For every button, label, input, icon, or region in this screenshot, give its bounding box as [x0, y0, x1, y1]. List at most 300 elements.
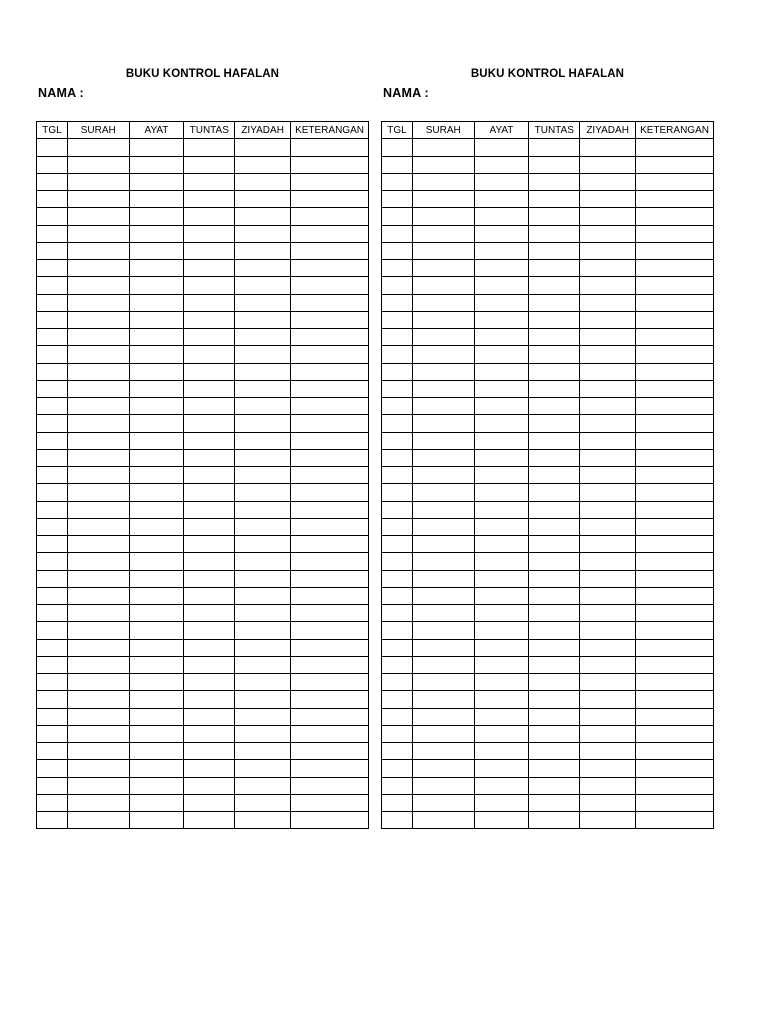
- cell-tgl: [382, 363, 413, 380]
- cell-surah: [412, 139, 474, 156]
- cell-surah: [67, 311, 129, 328]
- cell-surah: [67, 656, 129, 673]
- cell-surah: [67, 346, 129, 363]
- table-row: [382, 622, 714, 639]
- cell-ayat: [129, 553, 184, 570]
- cell-tuntas: [529, 415, 580, 432]
- table-row: [37, 812, 369, 829]
- cell-tgl: [382, 570, 413, 587]
- cell-keterangan: [636, 794, 714, 811]
- table-row: [37, 449, 369, 466]
- cell-keterangan: [291, 432, 369, 449]
- cell-ziyadah: [580, 380, 636, 397]
- cell-ziyadah: [580, 277, 636, 294]
- cell-surah: [412, 346, 474, 363]
- column-header-surah: SURAH: [67, 122, 129, 139]
- cell-ziyadah: [580, 812, 636, 829]
- cell-keterangan: [291, 449, 369, 466]
- cell-tuntas: [184, 398, 235, 415]
- cell-tuntas: [529, 760, 580, 777]
- cell-tgl: [37, 225, 68, 242]
- cell-keterangan: [636, 329, 714, 346]
- cell-tgl: [37, 260, 68, 277]
- cell-ayat: [474, 432, 529, 449]
- cell-tuntas: [529, 139, 580, 156]
- cell-tuntas: [184, 329, 235, 346]
- cell-tuntas: [529, 191, 580, 208]
- cell-tgl: [37, 622, 68, 639]
- cell-surah: [412, 570, 474, 587]
- cell-tgl: [37, 587, 68, 604]
- cell-keterangan: [291, 639, 369, 656]
- cell-surah: [412, 484, 474, 501]
- cell-tgl: [382, 346, 413, 363]
- cell-tuntas: [184, 760, 235, 777]
- cell-keterangan: [636, 277, 714, 294]
- cell-tgl: [37, 329, 68, 346]
- table-row: [382, 467, 714, 484]
- cell-tgl: [37, 484, 68, 501]
- cell-tgl: [37, 794, 68, 811]
- cell-tgl: [37, 812, 68, 829]
- cell-ayat: [129, 208, 184, 225]
- cell-surah: [67, 743, 129, 760]
- table-row: [382, 398, 714, 415]
- cell-surah: [412, 432, 474, 449]
- cell-ziyadah: [580, 743, 636, 760]
- cell-keterangan: [636, 708, 714, 725]
- cell-surah: [67, 536, 129, 553]
- cell-ziyadah: [580, 225, 636, 242]
- cell-ziyadah: [580, 674, 636, 691]
- cell-ziyadah: [235, 277, 291, 294]
- cell-surah: [412, 398, 474, 415]
- cell-keterangan: [636, 536, 714, 553]
- cell-tgl: [37, 777, 68, 794]
- table-row: [37, 501, 369, 518]
- cell-surah: [67, 208, 129, 225]
- cell-surah: [412, 294, 474, 311]
- cell-surah: [412, 794, 474, 811]
- cell-tuntas: [184, 311, 235, 328]
- cell-tuntas: [529, 363, 580, 380]
- cell-ziyadah: [235, 777, 291, 794]
- cell-surah: [67, 484, 129, 501]
- cell-tgl: [382, 587, 413, 604]
- table-row: [382, 708, 714, 725]
- cell-surah: [412, 449, 474, 466]
- column-header-tgl: TGL: [37, 122, 68, 139]
- cell-keterangan: [636, 260, 714, 277]
- cell-ziyadah: [580, 139, 636, 156]
- cell-tuntas: [529, 777, 580, 794]
- cell-tgl: [382, 794, 413, 811]
- cell-tgl: [382, 484, 413, 501]
- cell-keterangan: [636, 812, 714, 829]
- cell-surah: [412, 553, 474, 570]
- cell-tuntas: [184, 553, 235, 570]
- cell-ziyadah: [580, 311, 636, 328]
- table-row: [382, 260, 714, 277]
- table-row: [382, 587, 714, 604]
- column-header-ziyadah: ZIYADAH: [580, 122, 636, 139]
- cell-ziyadah: [580, 587, 636, 604]
- cell-ziyadah: [580, 484, 636, 501]
- cell-ayat: [474, 380, 529, 397]
- table-row: [382, 760, 714, 777]
- cell-ziyadah: [580, 553, 636, 570]
- cell-tuntas: [184, 536, 235, 553]
- cell-tuntas: [184, 639, 235, 656]
- cell-ayat: [129, 639, 184, 656]
- cell-tuntas: [184, 380, 235, 397]
- cell-keterangan: [291, 674, 369, 691]
- cell-surah: [412, 587, 474, 604]
- cell-tgl: [37, 501, 68, 518]
- cell-ziyadah: [235, 553, 291, 570]
- cell-tuntas: [184, 587, 235, 604]
- cell-tgl: [37, 363, 68, 380]
- table-row: [382, 536, 714, 553]
- cell-ayat: [474, 467, 529, 484]
- cell-surah: [412, 311, 474, 328]
- cell-ziyadah: [235, 605, 291, 622]
- cell-tgl: [382, 380, 413, 397]
- cell-tuntas: [529, 208, 580, 225]
- table-row: [382, 605, 714, 622]
- cell-keterangan: [636, 484, 714, 501]
- cell-ziyadah: [235, 725, 291, 742]
- cell-surah: [412, 173, 474, 190]
- cell-tgl: [37, 674, 68, 691]
- cell-tuntas: [184, 674, 235, 691]
- cell-ayat: [474, 363, 529, 380]
- cell-ayat: [474, 536, 529, 553]
- cell-surah: [412, 760, 474, 777]
- cell-ziyadah: [235, 570, 291, 587]
- cell-ayat: [129, 277, 184, 294]
- cell-ziyadah: [580, 156, 636, 173]
- table-row: [37, 191, 369, 208]
- cell-tgl: [37, 656, 68, 673]
- cell-ziyadah: [235, 260, 291, 277]
- cell-surah: [412, 518, 474, 535]
- cell-tgl: [382, 242, 413, 259]
- cell-ayat: [129, 415, 184, 432]
- cell-surah: [67, 277, 129, 294]
- cell-tgl: [37, 294, 68, 311]
- table-row: [37, 432, 369, 449]
- cell-tuntas: [184, 812, 235, 829]
- table-row: [37, 725, 369, 742]
- cell-tgl: [382, 553, 413, 570]
- cell-tgl: [37, 346, 68, 363]
- cell-tuntas: [529, 518, 580, 535]
- cell-keterangan: [291, 708, 369, 725]
- cell-surah: [67, 691, 129, 708]
- cell-ayat: [474, 674, 529, 691]
- cell-ziyadah: [235, 622, 291, 639]
- table-row: [382, 794, 714, 811]
- cell-keterangan: [291, 570, 369, 587]
- cell-ayat: [474, 501, 529, 518]
- table-row: [37, 691, 369, 708]
- cell-keterangan: [636, 432, 714, 449]
- cell-ziyadah: [235, 242, 291, 259]
- cell-keterangan: [291, 484, 369, 501]
- cell-ayat: [129, 484, 184, 501]
- cell-ziyadah: [580, 536, 636, 553]
- table-row: [382, 329, 714, 346]
- cell-surah: [412, 415, 474, 432]
- cell-surah: [412, 777, 474, 794]
- cell-surah: [67, 156, 129, 173]
- cell-ayat: [129, 173, 184, 190]
- cell-surah: [412, 622, 474, 639]
- cell-tgl: [382, 208, 413, 225]
- cell-tuntas: [184, 139, 235, 156]
- cell-ziyadah: [580, 329, 636, 346]
- cell-surah: [412, 277, 474, 294]
- cell-surah: [412, 656, 474, 673]
- cell-surah: [67, 518, 129, 535]
- cell-ayat: [474, 294, 529, 311]
- table-row: [37, 260, 369, 277]
- cell-ziyadah: [580, 570, 636, 587]
- table-row: [382, 484, 714, 501]
- cell-ayat: [474, 139, 529, 156]
- cell-ayat: [474, 605, 529, 622]
- table-row: [37, 743, 369, 760]
- table-row: [37, 225, 369, 242]
- table-row: [37, 294, 369, 311]
- cell-surah: [67, 432, 129, 449]
- cell-tuntas: [184, 777, 235, 794]
- cell-tgl: [382, 725, 413, 742]
- cell-tuntas: [184, 363, 235, 380]
- cell-keterangan: [291, 777, 369, 794]
- cell-keterangan: [291, 242, 369, 259]
- cell-tuntas: [529, 605, 580, 622]
- cell-tgl: [37, 725, 68, 742]
- table-row: [37, 173, 369, 190]
- cell-tgl: [382, 674, 413, 691]
- cell-surah: [67, 622, 129, 639]
- cell-ayat: [474, 656, 529, 673]
- cell-keterangan: [636, 311, 714, 328]
- cell-ayat: [474, 484, 529, 501]
- cell-tgl: [37, 760, 68, 777]
- cell-surah: [412, 501, 474, 518]
- cell-surah: [412, 536, 474, 553]
- cell-ziyadah: [580, 294, 636, 311]
- cell-tuntas: [529, 467, 580, 484]
- table-row: [37, 467, 369, 484]
- cell-surah: [67, 501, 129, 518]
- cell-tuntas: [184, 415, 235, 432]
- cell-tgl: [37, 743, 68, 760]
- cell-ayat: [129, 518, 184, 535]
- cell-tgl: [382, 760, 413, 777]
- cell-ayat: [129, 467, 184, 484]
- cell-keterangan: [291, 208, 369, 225]
- cell-tuntas: [184, 708, 235, 725]
- cell-tuntas: [529, 449, 580, 466]
- cell-keterangan: [291, 415, 369, 432]
- cell-keterangan: [291, 656, 369, 673]
- cell-tgl: [382, 277, 413, 294]
- cell-surah: [412, 743, 474, 760]
- cell-ziyadah: [580, 639, 636, 656]
- cell-ayat: [474, 691, 529, 708]
- cell-keterangan: [291, 311, 369, 328]
- cell-tuntas: [184, 225, 235, 242]
- table-row: [37, 398, 369, 415]
- table-row: [37, 587, 369, 604]
- cell-tuntas: [529, 691, 580, 708]
- cell-tuntas: [184, 191, 235, 208]
- cell-ziyadah: [235, 743, 291, 760]
- cell-tuntas: [184, 743, 235, 760]
- cell-tuntas: [529, 484, 580, 501]
- cell-tgl: [37, 708, 68, 725]
- cell-tuntas: [529, 225, 580, 242]
- table-row: [37, 622, 369, 639]
- cell-ziyadah: [580, 518, 636, 535]
- cell-ayat: [129, 329, 184, 346]
- cell-keterangan: [291, 294, 369, 311]
- cell-ziyadah: [580, 691, 636, 708]
- cell-tuntas: [184, 156, 235, 173]
- cell-keterangan: [636, 501, 714, 518]
- cell-tuntas: [184, 260, 235, 277]
- table-row: [382, 777, 714, 794]
- cell-ayat: [474, 743, 529, 760]
- cell-tgl: [37, 432, 68, 449]
- sheet-title: BUKU KONTROL HAFALAN: [470, 68, 625, 80]
- cell-ayat: [474, 346, 529, 363]
- cell-tgl: [382, 812, 413, 829]
- cell-ayat: [129, 587, 184, 604]
- table-row: [382, 656, 714, 673]
- cell-keterangan: [291, 553, 369, 570]
- cell-tuntas: [184, 501, 235, 518]
- cell-keterangan: [291, 794, 369, 811]
- cell-ayat: [129, 380, 184, 397]
- hafalan-table: [381, 121, 714, 829]
- cell-ayat: [129, 501, 184, 518]
- cell-keterangan: [291, 725, 369, 742]
- cell-ayat: [474, 570, 529, 587]
- cell-tgl: [37, 467, 68, 484]
- cell-tuntas: [529, 173, 580, 190]
- cell-keterangan: [636, 346, 714, 363]
- cell-keterangan: [636, 760, 714, 777]
- cell-tuntas: [529, 536, 580, 553]
- table-row: [37, 639, 369, 656]
- table-row: [382, 501, 714, 518]
- table-row: [382, 639, 714, 656]
- cell-ayat: [474, 622, 529, 639]
- table-row: [382, 570, 714, 587]
- cell-tuntas: [529, 743, 580, 760]
- cell-ayat: [129, 398, 184, 415]
- cell-tuntas: [184, 467, 235, 484]
- name-label: NAMA :: [383, 86, 429, 100]
- cell-tuntas: [184, 277, 235, 294]
- cell-ayat: [129, 725, 184, 742]
- cell-tgl: [37, 208, 68, 225]
- table-row: [382, 277, 714, 294]
- column-header-ziyadah: ZIYADAH: [235, 122, 291, 139]
- table-row: [37, 777, 369, 794]
- cell-surah: [67, 173, 129, 190]
- cell-keterangan: [636, 242, 714, 259]
- cell-ziyadah: [235, 794, 291, 811]
- cell-keterangan: [291, 225, 369, 242]
- cell-tuntas: [529, 812, 580, 829]
- cell-tgl: [382, 777, 413, 794]
- cell-keterangan: [636, 139, 714, 156]
- cell-surah: [67, 708, 129, 725]
- cell-ayat: [129, 311, 184, 328]
- cell-ziyadah: [580, 622, 636, 639]
- table-row: [37, 518, 369, 535]
- cell-tgl: [37, 518, 68, 535]
- cell-ziyadah: [235, 518, 291, 535]
- cell-ziyadah: [235, 225, 291, 242]
- cell-surah: [67, 570, 129, 587]
- cell-ayat: [474, 708, 529, 725]
- table-row: [37, 380, 369, 397]
- cell-tuntas: [184, 605, 235, 622]
- cell-surah: [67, 294, 129, 311]
- cell-ziyadah: [235, 294, 291, 311]
- cell-tuntas: [529, 553, 580, 570]
- cell-ziyadah: [235, 156, 291, 173]
- cell-keterangan: [291, 380, 369, 397]
- table-row: [37, 139, 369, 156]
- cell-ziyadah: [235, 311, 291, 328]
- cell-ayat: [129, 225, 184, 242]
- cell-keterangan: [291, 760, 369, 777]
- cell-tgl: [37, 398, 68, 415]
- cell-ziyadah: [580, 760, 636, 777]
- cell-ayat: [129, 242, 184, 259]
- sheet-title: BUKU KONTROL HAFALAN: [125, 68, 280, 80]
- cell-tuntas: [529, 380, 580, 397]
- cell-keterangan: [291, 622, 369, 639]
- cell-tgl: [382, 467, 413, 484]
- cell-tuntas: [529, 622, 580, 639]
- cell-ayat: [129, 622, 184, 639]
- cell-ayat: [474, 225, 529, 242]
- cell-tuntas: [529, 725, 580, 742]
- table-row: [382, 449, 714, 466]
- table-row: [382, 725, 714, 742]
- cell-tgl: [37, 449, 68, 466]
- cell-keterangan: [291, 587, 369, 604]
- cell-keterangan: [636, 449, 714, 466]
- cell-ziyadah: [580, 432, 636, 449]
- table-row: [382, 432, 714, 449]
- cell-tuntas: [184, 432, 235, 449]
- cell-ayat: [474, 208, 529, 225]
- hafalan-table: [36, 121, 369, 829]
- cell-ziyadah: [580, 363, 636, 380]
- cell-ayat: [474, 794, 529, 811]
- table-row: [37, 484, 369, 501]
